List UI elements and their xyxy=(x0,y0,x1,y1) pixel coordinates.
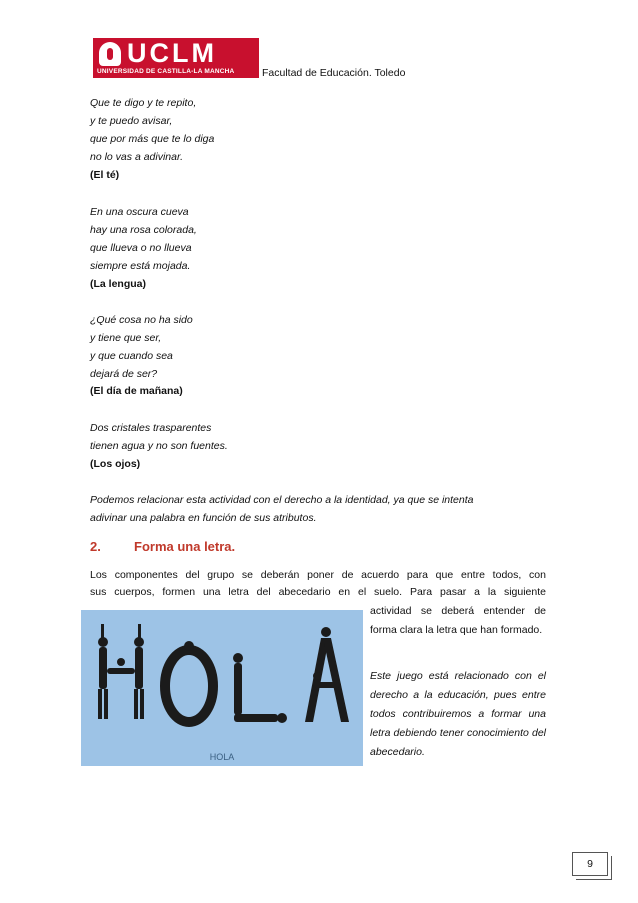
riddle-3-line-2: y tiene que ser, xyxy=(90,332,162,344)
riddle-3-line-3: y que cuando sea xyxy=(90,350,173,362)
logo-sub-text: UNIVERSIDAD DE CASTILLA-LA MANCHA xyxy=(97,68,235,75)
uclm-logo xyxy=(93,38,259,78)
riddle-3-answer: (El día de mañana) xyxy=(90,385,183,397)
university-seal-icon xyxy=(99,42,121,66)
side-text-italic: Este juego está relacionado con el derecho a la educación, pues entre todos contribuiremos a formar una letra debiendo tener conocimiento del abecedario. xyxy=(370,670,546,758)
section-number: 2. xyxy=(90,539,101,554)
note-line-2: adivinar una palabra en función de sus atributos. xyxy=(90,512,317,524)
riddle-4-line-1: Dos cristales trasparentes xyxy=(90,422,212,434)
section-title: Forma una letra. xyxy=(134,539,236,554)
riddle-2-line-1: En una oscura cueva xyxy=(90,206,189,218)
children-forming-letters-illustration xyxy=(81,610,363,766)
body-line-2: sus cuerpos, formen una letra del abecedario en el suelo. Para pasar a la siguiente xyxy=(90,586,546,598)
note-line-1: Podemos relacionar esta actividad con el derecho a la identidad, ya que se intenta xyxy=(90,494,474,506)
riddle-2-line-4: siempre está mojada. xyxy=(90,260,191,272)
riddle-1-line-2: y te puedo avisar, xyxy=(90,115,173,127)
riddle-4-line-2: tienen agua y no son fuentes. xyxy=(90,440,228,452)
section-heading xyxy=(90,539,235,554)
riddle-2-line-3: que llueva o no llueva xyxy=(90,242,192,254)
photo-word-label: HOLA xyxy=(209,752,235,762)
riddle-4-answer: (Los ojos) xyxy=(90,458,141,470)
body-paragraph xyxy=(90,567,546,601)
side-text: actividad se deberá entender de forma clara la letra que han formado. xyxy=(370,605,546,636)
riddle-1-line-4: no lo vas a adivinar. xyxy=(90,151,183,163)
riddle-2-answer: (La lengua) xyxy=(90,278,147,290)
body-line-1: Los componentes del grupo se deberán poner de acuerdo para que entre todos, con xyxy=(90,569,546,581)
riddle-3-line-1: ¿Qué cosa no ha sido xyxy=(90,314,193,326)
logo-main-text: UCLM xyxy=(127,38,217,68)
page-number: 9 xyxy=(572,852,608,876)
riddle-3-line-4: dejará de ser? xyxy=(90,368,158,380)
faculty-name: Facultad de Educación. Toledo xyxy=(262,67,406,79)
hola-letters-photo xyxy=(81,610,363,766)
riddle-1-line-3: que por más que te lo diga xyxy=(90,133,215,145)
riddle-2-line-2: hay una rosa colorada, xyxy=(90,224,197,236)
riddle-1-answer: (El té) xyxy=(90,169,120,181)
riddle-1-line-1: Que te digo y te repito, xyxy=(90,97,197,109)
